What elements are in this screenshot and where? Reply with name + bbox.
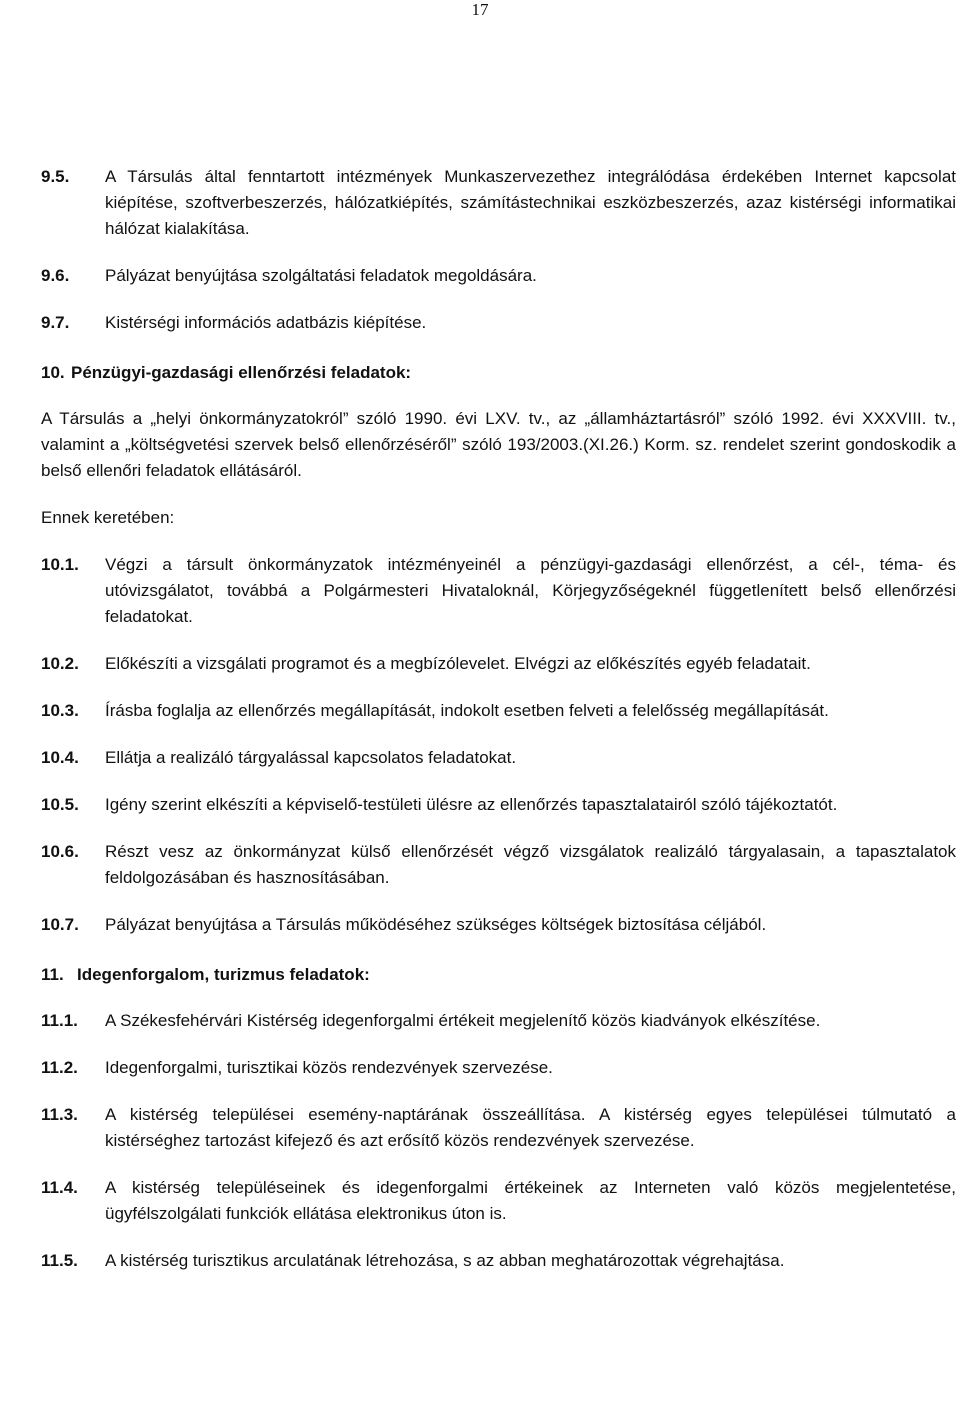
item-text: A kistérség településeinek és idegenforgalmi értékeinek az Interneten való közös megjelentetése, ügyfélszolgálati funkciók ellátása elektronikus úton is. xyxy=(105,1178,956,1223)
item-text: Idegenforgalmi, turisztikai közös rendezvények szervezése. xyxy=(105,1058,553,1077)
list-item xyxy=(41,1248,956,1274)
list-item xyxy=(41,698,956,724)
item-number: 10.2. xyxy=(41,654,79,673)
list-item xyxy=(41,164,956,242)
item-text: Előkészíti a vizsgálati programot és a megbízólevelet. Elvégzi az előkészítés egyéb feladatait. xyxy=(105,654,811,673)
item-text: Részt vesz az önkormányzat külső ellenőrzését végző vizsgálatok realizáló tárgyalasain, a tapasztalatok feldolgozásában és hasznosításában. xyxy=(105,842,956,887)
item-text: Kistérségi információs adatbázis kiépítése. xyxy=(105,313,427,332)
item-number: 10.4. xyxy=(41,748,79,767)
item-number: 11.1. xyxy=(41,1011,78,1030)
section-intro: A Társulás a „helyi önkormányzatokról” szóló 1990. évi LXV. tv., az „államháztartásról” szóló 1992. évi XXXVIII. tv., valamint a „költségvetési szervek belső ellenőrzéséről” szóló 193/2003.(XI.26.) Korm. sz. rendelet szerint gondoskodik a belső ellenőri feladatok ellátásáról. xyxy=(41,409,956,480)
list-item xyxy=(41,263,956,289)
section-heading xyxy=(41,962,956,988)
item-number: 10.7. xyxy=(41,915,79,934)
section-title: Idegenforgalom, turizmus feladatok: xyxy=(77,965,370,984)
list-item xyxy=(41,839,956,891)
item-text: Pályázat benyújtása a Társulás működéséhez szükséges költségek biztosítása céljából. xyxy=(105,915,767,934)
item-number: 10.5. xyxy=(41,795,79,814)
item-number: 11.3. xyxy=(41,1105,78,1124)
item-number: 9.5. xyxy=(41,167,70,186)
list-item xyxy=(41,912,956,938)
item-text: Végzi a társult önkormányzatok intézményeinél a pénzügyi-gazdasági ellenőrzést, a cél-, téma- és utóvizsgálatot, továbbá a Polgármesteri Hivataloknál, Körjegyzőségeknél függetlenített belső ellenőrzési feladatokat. xyxy=(105,555,956,626)
document-body xyxy=(41,164,956,1295)
section-number: 11. xyxy=(41,965,64,984)
item-number: 9.7. xyxy=(41,313,70,332)
list-item xyxy=(41,1175,956,1227)
item-text: Írásba foglalja az ellenőrzés megállapítását, indokolt esetben felveti a felelősség megállapítását. xyxy=(105,701,829,720)
section-number: 10. xyxy=(41,363,65,382)
list-item xyxy=(41,792,956,818)
list-item xyxy=(41,1008,956,1034)
list-item xyxy=(41,1055,956,1081)
list-item xyxy=(41,310,956,336)
item-number: 11.5. xyxy=(41,1251,78,1270)
item-text: A kistérség települései esemény-naptárának összeállítása. A kistérség egyes települései túlmutató a kistérséghez tartozást kifejező és azt erősítő közös rendezvények szervezése. xyxy=(105,1105,956,1150)
list-item xyxy=(41,552,956,630)
framework-label: Ennek keretében: xyxy=(41,508,175,527)
item-text: Ellátja a realizáló tárgyalással kapcsolatos feladatokat. xyxy=(105,748,517,767)
section-title: Pénzügyi-gazdasági ellenőrzési feladatok: xyxy=(71,363,412,382)
item-text: A Társulás által fenntartott intézmények Munkaszervezethez integrálódása érdekében Internet kapcsolat kiépítése, szoftverbeszerzés, hálózatkiépítés, számítástechnikai eszközbeszerzés, azaz kistérségi informatikai hálózat kialakítása. xyxy=(105,167,956,238)
section-heading xyxy=(41,360,956,386)
item-text: Igény szerint elkészíti a képviselő-testületi ülésre az ellenőrzés tapasztalatairól szóló tájékoztatót. xyxy=(105,795,838,814)
list-item xyxy=(41,745,956,771)
item-number: 10.3. xyxy=(41,701,79,720)
list-item xyxy=(41,1102,956,1154)
item-number: 9.6. xyxy=(41,266,70,285)
list-item xyxy=(41,651,956,677)
item-text: A kistérség turisztikus arculatának létrehozása, s az abban meghatározottak végrehajtása. xyxy=(105,1251,785,1270)
item-number: 10.1. xyxy=(41,555,79,574)
item-text: A Székesfehérvári Kistérség idegenforgalmi értékeit megjelenítő közös kiadványok elkészítése. xyxy=(105,1011,821,1030)
item-number: 10.6. xyxy=(41,842,79,861)
page-number: 17 xyxy=(471,0,489,19)
item-text: Pályázat benyújtása szolgáltatási feladatok megoldására. xyxy=(105,266,537,285)
item-number: 11.4. xyxy=(41,1178,78,1197)
item-number: 11.2. xyxy=(41,1058,78,1077)
